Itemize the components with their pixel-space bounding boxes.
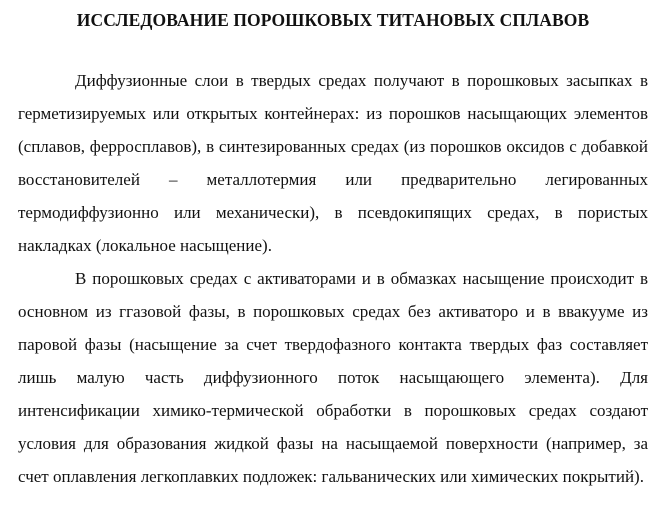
paragraph-2: В порошковых средах с активаторами и в обмазках насыщение происходит в основном из ггазовой фазы, в порошковых средах без активаторо и в ввакууме из паровой фазы (насыщение за счет твердофазного контакта твердых фаз составляет лишь малую часть диффузионного поток насыщающего элемента). Для интенсификации химико-термической обработки в порошковых средах создают условия для образования жидкой фазы на насыщаемой поверхности (например, за счет оплавления легкоплавких подложек: гальванических или химических покрытий). xyxy=(18,269,648,486)
paragraph-1: Диффузионные слои в твердых средах получают в порошковых засыпках в герметизируемых или открытых контейнерах: из порошков насыщающих элементов (сплавов, ферросплавов), в синтезированных средах (из порошков оксидов с добавкой восстановителей – металлотермия или предварительно легированных термодиффузионно или механически), в псевдокипящих средах, в пористых накладках (локальное насыщение). xyxy=(18,71,648,255)
document-title: ИССЛЕДОВАНИЕ ПОРОШКОВЫХ ТИТАНОВЫХ СПЛАВОВ xyxy=(76,10,590,30)
